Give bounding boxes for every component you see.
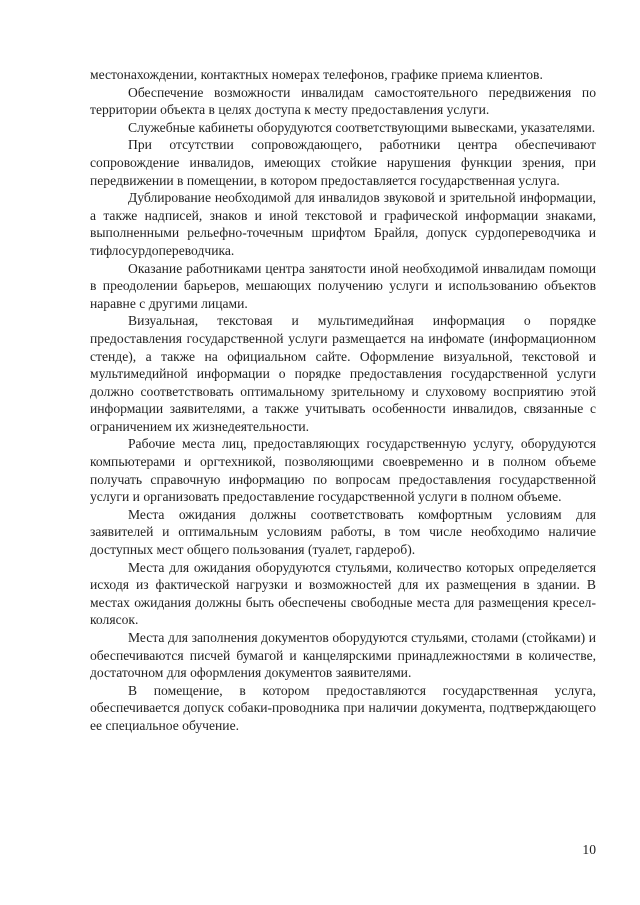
paragraph-7: Визуальная, текстовая и мультимедийная информация о порядке предоставления государственной услуги размещается на инфомате (информационном стенде), а также на официальном сайте. Оформление визуальной, текстовой и мультимедийной информации о порядке предоставления государственной услуги должно соответствовать оптимальному зрительному и слуховому восприятию этой информации заявителями, а также учитывать особенности инвалидов, связанные с ограничением их жизнедеятельности. [90, 313, 596, 434]
body-text [90, 66, 596, 735]
paragraph-11: Места для заполнения документов оборудуются стульями, столами (стойками) и обеспечиваются писчей бумагой и канцелярскими принадлежностями в количестве, достаточном для оформления документов заявителями. [90, 630, 596, 681]
paragraph-10: Места для ожидания оборудуются стульями, количество которых определяется исходя из фактической нагрузки и возможностей для их размещения в здании. В местах ожидания должны быть обеспечены свободные места для размещения кресел-колясок. [90, 559, 596, 628]
paragraph-2: Обеспечение возможности инвалидам самостоятельного передвижения по территории объекта в целях доступа к месту предоставления услуги. [90, 84, 596, 118]
paragraph-8: Рабочие места лиц, предоставляющих государственную услугу, оборудуются компьютерами и оргтехникой, позволяющими своевременно и в полном объеме получать справочную информацию по вопросам предоставления государственной услуги и организовать предоставление государственной услуги в полном объеме. [90, 436, 596, 505]
paragraph-3: Служебные кабинеты оборудуются соответствующими вывесками, указателями. [128, 119, 596, 135]
paragraph-9: Места ожидания должны соответствовать комфортным условиям для заявителей и оптимальным условиям работы, в том числе необходимо наличие доступных мест общего пользования (туалет, гардероб). [90, 506, 596, 558]
paragraph-4: При отсутствии сопровождающего, работники центра обеспечивают сопровождение инвалидов, имеющих стойкие нарушения функции зрения, при передвижении в помещении, в котором предоставляется государственная услуга. [90, 137, 596, 188]
page-number: 10 [582, 842, 596, 857]
paragraph-5: Дублирование необходимой для инвалидов звуковой и зрительной информации, а также надписей, знаков и иной текстовой и графической информации знаками, выполненными рельефно-точечным шрифтом Брайля, допуск сурдопереводчика и тифлосурдопереводчика. [90, 190, 596, 258]
paragraph-12: В помещение, в котором предоставляются государственная услуга, обеспечивается допуск собаки-проводника при наличии документа, подтверждающего ее специальное обучение. [90, 682, 596, 733]
paragraph-1: местонахождении, контактных номерах телефонов, графике приема клиентов. [90, 67, 543, 82]
paragraph-6: Оказание работниками центра занятости иной необходимой инвалидам помощи в преодолении барьеров, мешающих получению услуги и использованию объектов наравне с другими лицами. [90, 260, 596, 311]
